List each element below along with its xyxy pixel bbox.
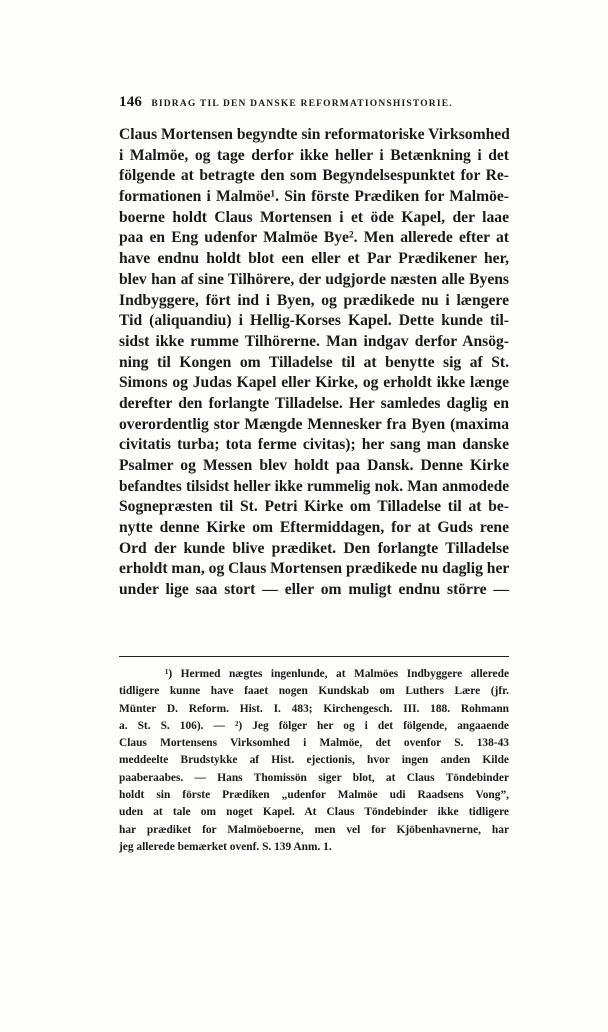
footnote-divider: [119, 656, 509, 657]
page-number: 146: [119, 94, 143, 110]
text-line: erholdt man, og Claus Mortensen prædikede nu daglig her: [119, 560, 510, 578]
text-line: derefter den forlangte Tilladelse. Her samledes daglig en: [119, 394, 509, 412]
footnote-line: holdt sin förste Prædiken „udenfor Malmöe udi Raadsens Vong”,: [119, 789, 509, 802]
text-line: nytte denne Kirke om Eftermiddagen, for at Guds rene: [119, 519, 509, 537]
text-line: Simons og Judas Kapel eller Kirke, og erholdt ikke længe: [119, 374, 509, 392]
footnote-line: jeg allerede bemærket ovenf. S. 139 Anm. 1.: [119, 840, 332, 853]
text-line: Indbyggere, fört ind i Byen, og prædikede nu i længere: [119, 291, 509, 309]
text-line: blev han af sine Tilhörere, der udgjorde næsten alle Byens: [119, 270, 509, 288]
text-line: Psalmer og Messen blev holdt paa Dansk. Denne Kirke: [119, 457, 509, 474]
footnote-line: meddeelte Brudstykke af Hist. ejectionis, hvor ingen anden Kilde: [119, 754, 509, 767]
text-line: under lige saa stort — eller om muligt endnu större —: [119, 581, 509, 599]
footnote-line: har prædiket for Malmöeboerne, men vel for Kjöbenhavnerne, har: [119, 823, 509, 836]
footnote-line: uden at tale om noget Kapel. At Claus Töndebinder ikke tidligere: [119, 806, 509, 819]
main-text: [119, 125, 509, 601]
text-line: sidst ikke rumme Tilhörerne. Man indgav derfor Ansög-: [119, 332, 509, 350]
text-line: i Malmöe, og tage derfor ikke heller i Betænkning i det: [119, 146, 509, 164]
text-line: Ord der kunde blive prædiket. Den forlangte Tilladelse: [119, 539, 509, 557]
footnote-line: a. St. S. 106). — ²) Jeg fölger her og i det fölgende, angaaende: [119, 719, 509, 732]
footnote-line: Münter D. Reform. Hist. I. 483; Kirchengesch. III. 188. Rohmann: [119, 702, 509, 715]
text-line: have endnu holdt blot een eller et Par Prædikener her,: [119, 250, 509, 268]
text-line: overordentlig stor Mængde Mennesker fra Byen (maxima: [119, 415, 509, 433]
text-line: civitatis turba; tota ferme civitas); her sang man danske: [119, 436, 509, 454]
text-line: befandtes tilsidst heller ikke rummelig nok. Man anmodede: [119, 477, 509, 495]
text-line: formationen i Malmöe¹. Sin förste Prædiken for Malmöe-: [119, 188, 509, 206]
text-line: Claus Mortensen begyndte sin reformatoriske Virksomhed: [119, 126, 510, 143]
text-line: fölgende at betragte den som Begyndelsespunktet for Re-: [119, 167, 509, 185]
footnote-line: Claus Mortensens Virksomhed i Malmöe, det ovenfor S. 138-43: [119, 737, 509, 750]
footnotes: [119, 666, 509, 856]
text-line: Tid (aliquandiu) i Hellig-Korses Kapel. Dette kunde til-: [119, 312, 509, 330]
text-line: paa en Eng udenfor Malmöe Bye². Men allerede efter at: [119, 229, 509, 247]
footnote-line: paaberaabes. — Hans Thomissön siger blot, at Claus Töndebinder: [119, 771, 509, 784]
text-line: Sognepræsten til St. Petri Kirke om Tilladelse til at be-: [119, 498, 509, 516]
footnote-line: tidligere kunne have faaet nogen Kundskab om Luthers Lære (jfr.: [119, 685, 509, 698]
text-line: boerne holdt Claus Mortensen i et öde Kapel, der laae: [119, 208, 509, 226]
page-header: [119, 94, 511, 111]
text-line: ning til Kongen om Tilladelse til at benytte sig af St.: [119, 353, 509, 371]
running-title: BIDRAG TIL DEN DANSKE REFORMATIONSHISTORIE.: [151, 99, 453, 109]
footnote-line: ¹) Hermed nægtes ingenlunde, at Malmöes Indbyggere allerede: [165, 668, 509, 680]
